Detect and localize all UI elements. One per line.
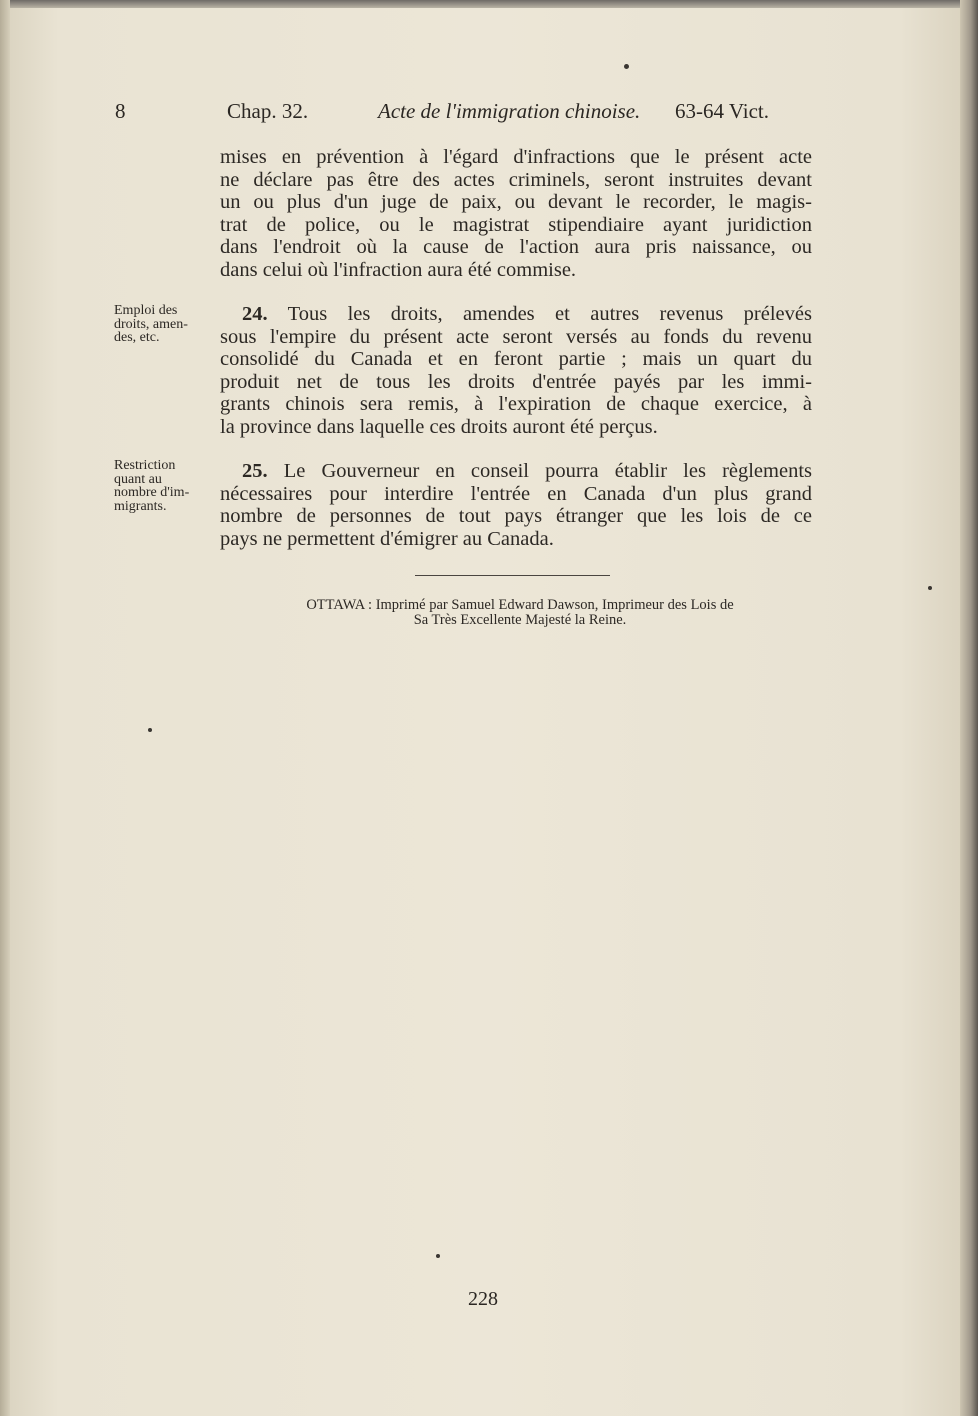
section-number: 24. <box>242 303 268 325</box>
page-right-edge <box>960 0 978 1416</box>
text-line: consolidé du Canada et en feront partie ; mais un quart du <box>220 348 812 371</box>
text-line: grants chinois sera remis, à l'expiration de chaque exercice, à <box>220 393 812 416</box>
speck <box>148 728 152 732</box>
printer-imprint <box>200 598 840 628</box>
text-line: Tous les droits, amendes et autres revenus prélevés <box>287 303 812 325</box>
section-25 <box>220 460 812 550</box>
margin-note-line: Restriction <box>114 458 176 473</box>
text-line: sous l'empire du présent acte seront versés au fonds du revenu <box>220 325 812 348</box>
text-line: la province dans laquelle ces droits auront été perçus. <box>220 415 658 438</box>
section-number: 25. <box>242 460 268 482</box>
page-top-edge <box>0 0 978 8</box>
text-line: pays ne permettent d'émigrer au Canada. <box>220 527 554 550</box>
section-divider <box>415 575 610 576</box>
margin-note-section-24 <box>114 304 214 345</box>
folio-number: 228 <box>468 1288 498 1310</box>
text-line: Le Gouverneur en conseil pourra établir les règlements <box>283 460 813 482</box>
running-header <box>115 99 815 129</box>
margin-note-line: des, etc. <box>114 330 160 345</box>
text-line: dans celui où l'infraction aura été commise. <box>220 258 577 281</box>
text-line: nécessaires pour interdire l'entrée en Canada d'un plus grand <box>220 482 812 505</box>
page-number: 8 <box>115 99 126 123</box>
section-24 <box>220 303 812 439</box>
section-first-line <box>220 303 812 326</box>
margin-note-line: droits, amen- <box>114 316 188 332</box>
text-line: dans l'endroit où la cause de l'action aura pris naissance, ou <box>220 236 812 259</box>
text-line: ne déclare pas être des actes criminels, seront instruites devant <box>220 168 812 191</box>
imprint-line: OTTAWA : Imprimé par Samuel Edward Dawson, Imprimeur des Lois de <box>306 597 734 613</box>
speck <box>624 64 629 69</box>
margin-note-line: quant au <box>114 471 162 487</box>
text-line: nombre de personnes de tout pays étranger que les lois de ce <box>220 505 812 528</box>
text-line: un ou plus d'un juge de paix, ou devant le recorder, le magis- <box>220 191 812 214</box>
text-line: mises en prévention à l'égard d'infractions que le présent acte <box>220 146 812 168</box>
imprint-line: Sa Très Excellente Majesté la Reine. <box>413 612 627 628</box>
act-title: Acte de l'immigration chinoise. <box>378 99 641 123</box>
margin-note-line: Emploi des <box>114 303 178 318</box>
paragraph-continuation <box>220 146 812 282</box>
chapter-label: Chap. 32. <box>227 99 309 123</box>
section-first-line <box>220 460 812 483</box>
speck <box>436 1254 440 1258</box>
page-left-edge <box>0 0 10 1416</box>
text-line: trat de police, ou le magistrat stipendiaire ayant juridiction <box>220 213 812 236</box>
margin-note-line: migrants. <box>114 498 167 514</box>
regnal-year: 63-64 Vict. <box>675 99 770 123</box>
text-line: produit net de tous les droits d'entrée payés par les immi- <box>220 370 812 393</box>
margin-note-section-25 <box>114 459 214 513</box>
speck <box>928 586 932 590</box>
margin-note-line: nombre d'im- <box>114 485 190 500</box>
